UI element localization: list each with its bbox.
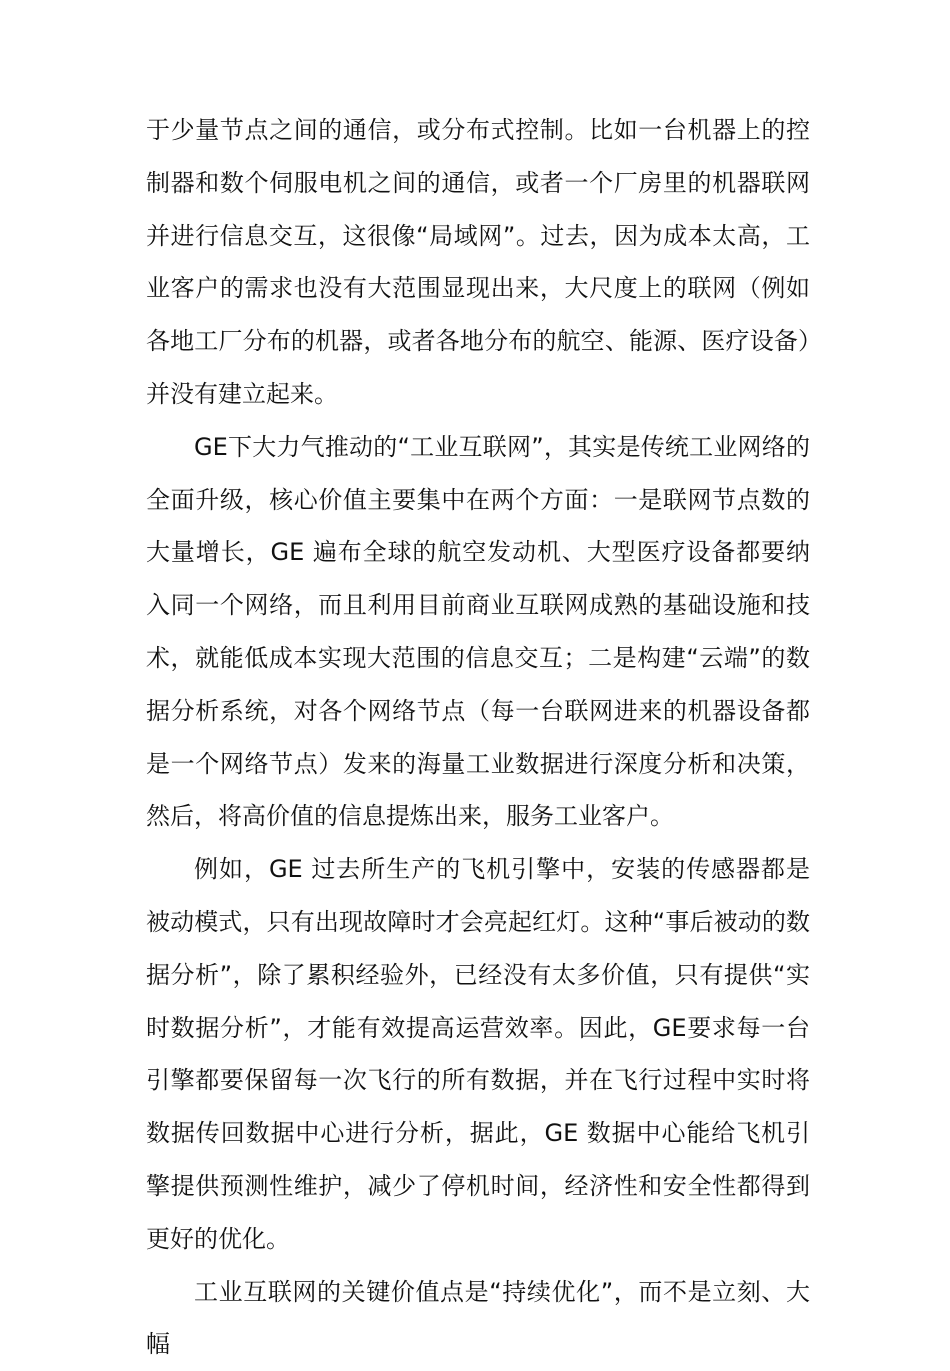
paragraph-ge-industrial-internet: GE下大力气推动的“工业互联网”，其实是传统工业网络的全面升级，核心价值主要集中在两个方面：一是联网节点数的大量增长，GE 遍布全球的航空发动机、大型医疗设备都要纳入同一个网络，而且利用目前商业互联网成熟的基础设施和技术，就能低成本实现大范围的信息交互；二是构建“云端”的数据分析系统，对各个网络节点（每一台联网进来的机器设备都是一个网络节点）发来的海量工业数据进行深度分析和决策，然后，将高价值的信息提炼出来，服务工业客户。	[146, 432, 810, 831]
paragraph-continued: 于少量节点之间的通信，或分布式控制。比如一台机器上的控制器和数个伺服电机之间的通信，或者一个厂房里的机器联网并进行信息交互，这很像“局域网”。过去，因为成本太高，工业客户的需求也没有大范围显现出来，大尺度上的联网（例如各地工厂分布的机器，或者各地分布的航空、能源、医疗设备）并没有建立起来。	[146, 116, 810, 408]
paragraph-key-value: 工业互联网的关键价值点是“持续优化”，而不是立刻、大幅	[146, 1277, 810, 1359]
paragraph-engine-example: 例如，GE 过去所生产的飞机引擎中，安装的传感器都是被动模式，只有出现故障时才会亮起红灯。这种“事后被动的数据分析”，除了累积经验外，已经没有太多价值，只有提供“实时数据分析”，才能有效提高运营效率。因此，GE要求每一台引擎都要保留每一次飞行的所有数据，并在飞行过程中实时将数据传回数据中心进行分析，据此，GE 数据中心能给飞机引擎提供预测性维护，减少了停机时间，经济性和安全性都得到更好的优化。	[146, 855, 810, 1253]
body-text	[146, 104, 810, 1371]
